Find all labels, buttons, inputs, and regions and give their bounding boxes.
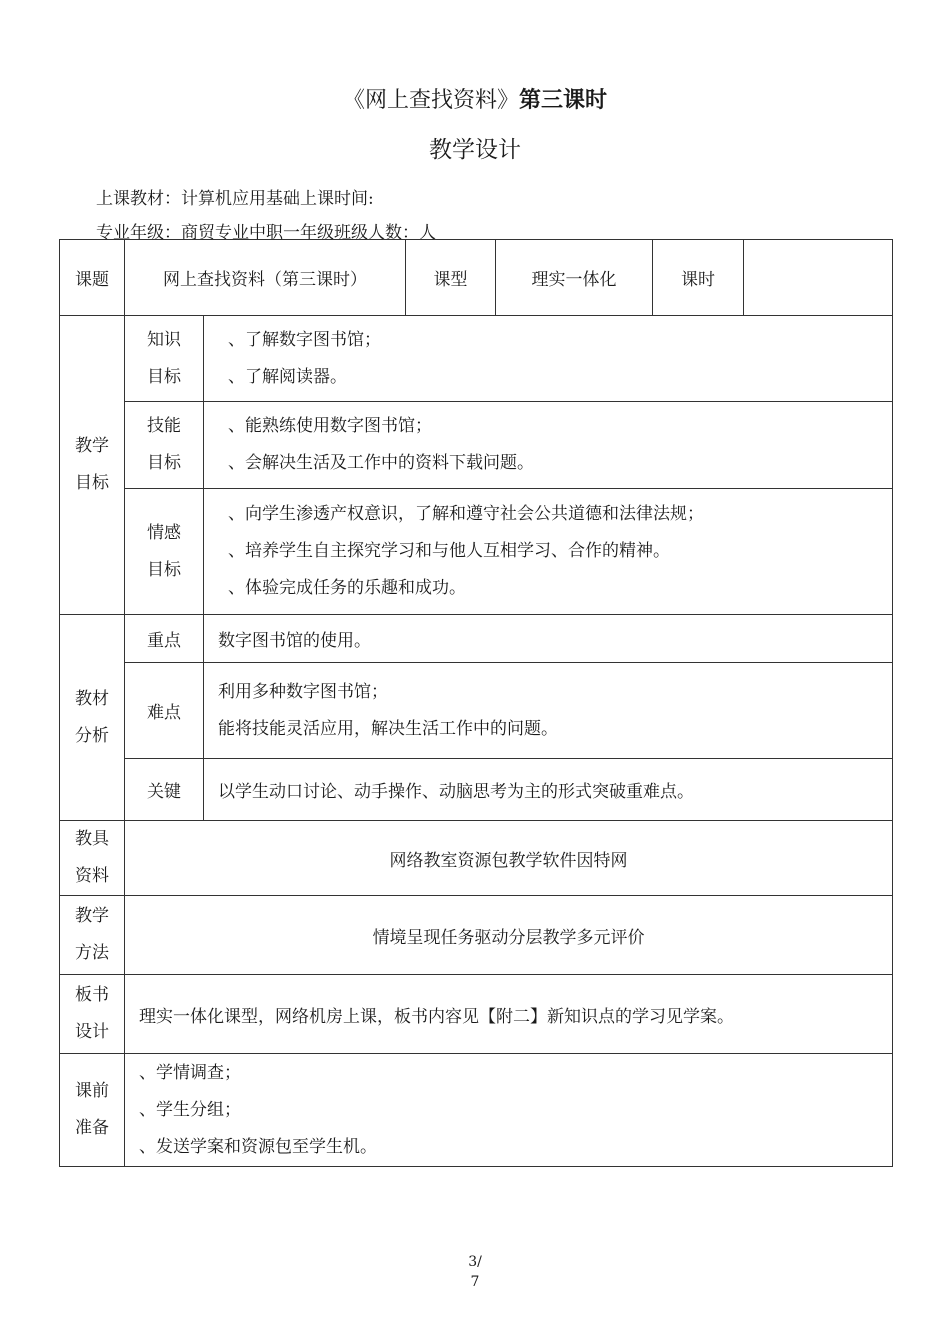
- hours-value: [744, 240, 893, 316]
- list-item: 能将技能灵活应用，解决生活工作中的问题。: [218, 718, 558, 739]
- crux-content: 以学生动口讨论、动手操作、动脑思考为主的形式突破重难点。: [204, 759, 893, 821]
- list-item: 、能熟练使用数字图书馆；: [228, 416, 432, 436]
- list-item: 、培养学生自主探究学习和与他人互相学习、合作的精神。: [228, 541, 670, 561]
- materials-row: [60, 821, 893, 896]
- page-number: 3/ 7: [468, 1254, 482, 1290]
- list-item: 、了解数字图书馆；: [228, 329, 381, 350]
- emotion-content: [204, 489, 893, 615]
- prep-label: 课前 准备: [60, 1054, 125, 1167]
- analysis-crux-row: [60, 759, 893, 821]
- keypoint-content: 数字图书馆的使用。: [204, 615, 893, 663]
- objectives-skill-row: [60, 402, 893, 489]
- hours-label: 课时: [653, 240, 744, 316]
- board-label: 板书 设计: [60, 975, 125, 1054]
- title-prefix: 《网上查找资料》: [342, 88, 519, 113]
- emotion-label: 情感 目标: [125, 489, 204, 615]
- methods-content: 情境呈现任务驱动分层教学多元评价: [125, 896, 893, 975]
- list-item: 、发送学案和资源包至学生机。: [139, 1136, 377, 1157]
- skill-label: 技能 目标: [125, 402, 204, 489]
- analysis-difficulty-row: [60, 663, 893, 759]
- knowledge-label: 知识 目标: [125, 316, 204, 402]
- knowledge-content: [204, 316, 893, 402]
- lesson-plan-table: [59, 239, 893, 1167]
- type-value: 理实一体化: [496, 240, 653, 316]
- board-content: 理实一体化课型，网络机房上课，板书内容见【附二】新知识点的学习见学案。: [125, 975, 893, 1054]
- methods-row: [60, 896, 893, 975]
- objectives-emotion-row: [60, 489, 893, 615]
- meta-line-grade: 专业年级：商贸专业中职一年级班级人数：人: [96, 223, 436, 243]
- list-item: 、会解决生活及工作中的资料下载问题。: [228, 453, 534, 473]
- materials-content: 网络教室资源包教学软件因特网: [125, 821, 893, 896]
- topic-label: 课题: [60, 240, 125, 316]
- objectives-knowledge-row: [60, 316, 893, 402]
- topic-value: 网上查找资料（第三课时）: [125, 240, 406, 316]
- objectives-label: 教学 目标: [60, 316, 125, 615]
- keypoint-label: 重点: [125, 615, 204, 663]
- header-row: [60, 240, 893, 316]
- document-subtitle: 教学设计: [429, 137, 521, 163]
- list-item: 、学情调查；: [139, 1062, 241, 1083]
- list-item: 、了解阅读器。: [228, 366, 347, 387]
- crux-label: 关键: [125, 759, 204, 821]
- board-row: [60, 975, 893, 1054]
- list-item: 、学生分组；: [139, 1099, 241, 1120]
- prep-content: [125, 1054, 893, 1167]
- meta-line-textbook: 上课教材：计算机应用基础上课时间:: [96, 189, 374, 209]
- type-label: 课型: [406, 240, 496, 316]
- difficulty-content: [204, 663, 893, 759]
- analysis-label: 教材 分析: [60, 615, 125, 821]
- skill-content: [204, 402, 893, 489]
- title-suffix: 第三课时: [519, 88, 608, 113]
- document-title: [0, 83, 950, 114]
- prep-row: [60, 1054, 893, 1167]
- difficulty-label: 难点: [125, 663, 204, 759]
- materials-label: 教具 资料: [60, 821, 125, 896]
- list-item: 、体验完成任务的乐趣和成功。: [228, 578, 466, 598]
- list-item: 、向学生渗透产权意识，了解和遵守社会公共道德和法律法规；: [228, 504, 704, 524]
- methods-label: 教学 方法: [60, 896, 125, 975]
- list-item: 利用多种数字图书馆；: [218, 681, 388, 702]
- analysis-keypoint-row: [60, 615, 893, 663]
